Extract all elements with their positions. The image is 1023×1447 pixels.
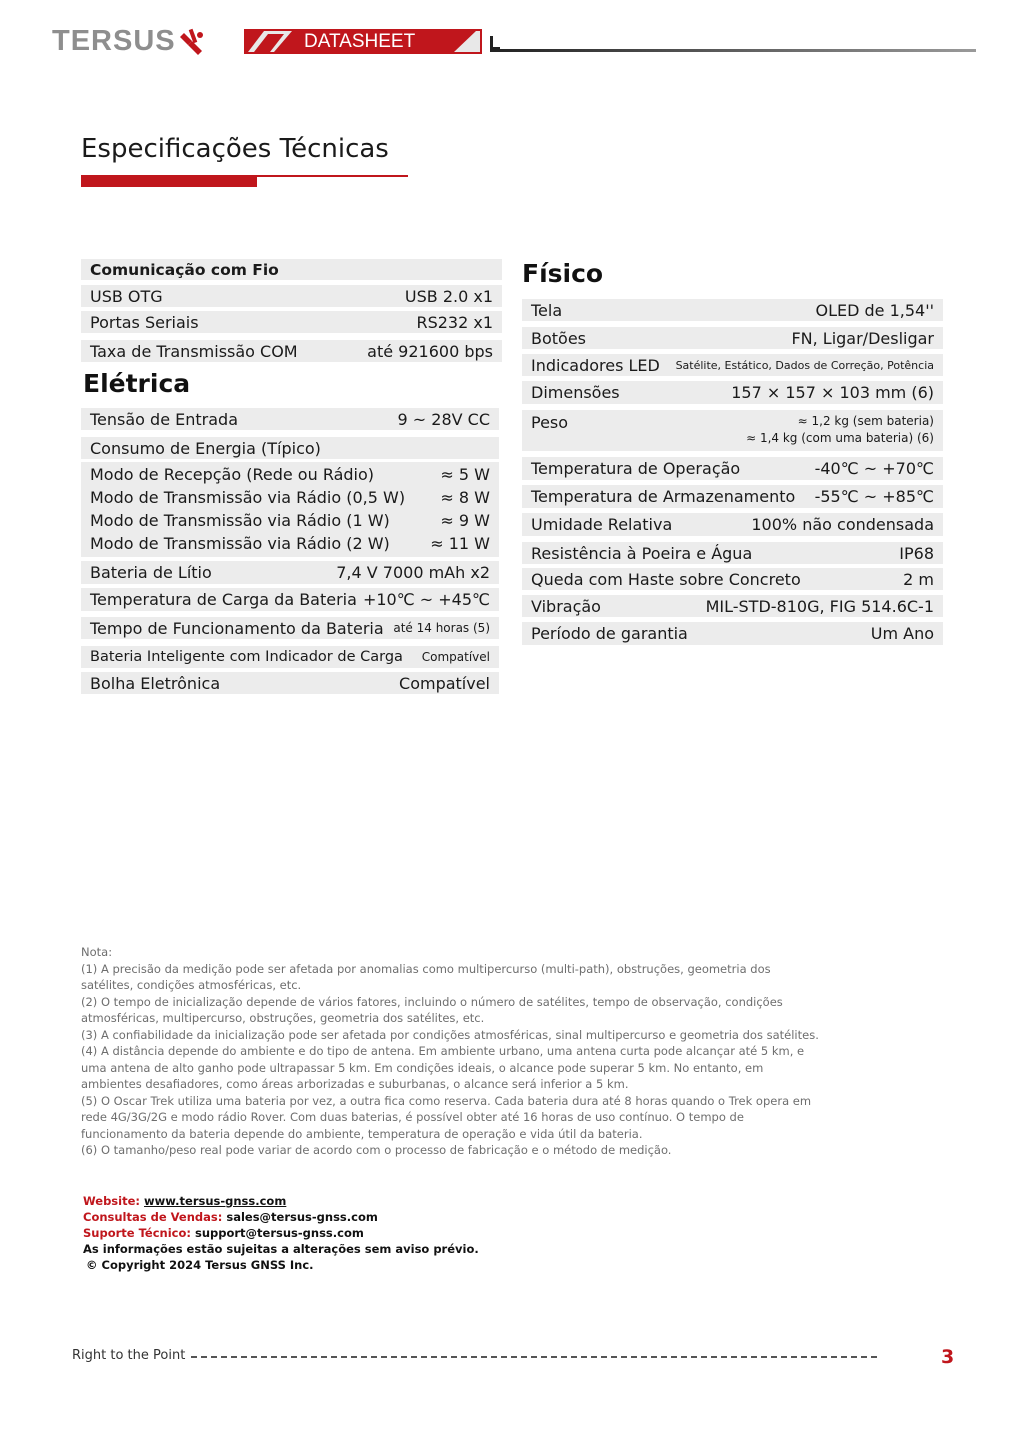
- spec-label: Temperatura de Armazenamento: [531, 487, 796, 506]
- spec-row-dimensions: [522, 381, 943, 404]
- spec-label: USB OTG: [90, 286, 163, 306]
- consumption-modes: [81, 462, 499, 557]
- mode-row: [90, 463, 490, 486]
- spec-label: Peso: [531, 413, 569, 432]
- contact-website: [83, 1193, 479, 1209]
- spec-label: Modo de Recepção (Rede ou Rádio): [90, 465, 375, 484]
- spec-label: Período de garantia: [531, 624, 688, 643]
- wired-heading: Comunicação com Fio: [90, 260, 279, 279]
- spec-value: RS232 x1: [416, 312, 493, 332]
- spec-label: Modo de Transmissão via Rádio (1 W): [90, 511, 390, 530]
- brand-logo: [52, 26, 206, 56]
- spec-row-serial: [81, 311, 502, 333]
- banner-label: DATASHEET: [304, 31, 416, 52]
- footer-rule: [191, 1356, 877, 1358]
- spec-label: Temperatura de Operação: [531, 459, 741, 478]
- spec-value: ≈ 11 W: [430, 534, 490, 553]
- section-title-electrical: Elétrica: [83, 369, 191, 398]
- disclaimer: As informações estão sujeitas a alterações sem aviso prévio.: [83, 1242, 479, 1256]
- spec-label: Bolha Eletrônica: [90, 673, 221, 693]
- spec-value: ≈ 8 W: [440, 488, 490, 507]
- website-link[interactable]: www.tersus-gnss.com: [144, 1194, 287, 1208]
- spec-value: até 921600 bps: [367, 341, 493, 361]
- spec-row-leds: [522, 354, 943, 376]
- section-title-physical: Físico: [522, 259, 604, 288]
- notes-title: Nota:: [81, 945, 113, 959]
- copyright: © Copyright 2024 Tersus GNSS Inc.: [86, 1258, 314, 1272]
- footnotes: [81, 944, 821, 1159]
- spec-value: Satélite, Estático, Dados de Correção, Potência: [675, 358, 934, 372]
- note-item: (5) O Oscar Trek utiliza uma bateria por vez, a outra fica como reserva. Cada bateria dura até 8 horas quando o Trek opera em rede 4G/3G/2G e modo rádio Rover. Com duas baterias, é possível obter até 16 horas de uso contínuo. O tempo de funcionamento da bateria depende do ambiente, temperatura de operação e vida útil da bateria.: [81, 1093, 812, 1141]
- spec-value: Compatível: [421, 650, 490, 664]
- contact-block: [83, 1193, 479, 1273]
- spec-row-baud: [81, 340, 502, 362]
- mode-row: [90, 509, 490, 532]
- weight-values: [531, 413, 934, 447]
- datasheet-banner: [244, 29, 482, 54]
- sales-email[interactable]: sales@tersus-gnss.com: [226, 1210, 378, 1224]
- spec-label: Portas Seriais: [90, 312, 199, 332]
- spec-row-input-voltage: [81, 408, 499, 430]
- spec-value: ≈ 5 W: [440, 465, 490, 484]
- spec-value: USB 2.0 x1: [404, 286, 493, 306]
- spec-value: até 14 horas (5): [393, 621, 490, 635]
- spec-value: ≈ 1,2 kg (sem bateria): [797, 414, 934, 428]
- spec-value: -40℃ ~ +70℃: [814, 459, 934, 478]
- spec-label: Queda com Haste sobre Concreto: [531, 569, 801, 589]
- spec-label: Resistência à Poeira e Água: [531, 543, 753, 563]
- spec-row-bubble: [81, 672, 499, 694]
- spec-row-smart-battery: [81, 646, 499, 668]
- spec-row-display: [522, 299, 943, 321]
- spec-row-battery: [81, 561, 499, 584]
- spec-row-ingress: [522, 542, 943, 564]
- page-number: 3: [941, 1346, 955, 1368]
- spec-value: +10℃ ~ +45℃: [362, 590, 490, 609]
- spec-row-usb: [81, 285, 502, 307]
- spec-row-weight: [522, 410, 943, 451]
- spec-label: Modo de Transmissão via Rádio (0,5 W): [90, 488, 406, 507]
- footer-tagline: Right to the Point: [72, 1348, 186, 1363]
- support-label: Suporte Técnico:: [83, 1226, 191, 1240]
- title-accent-bar: [81, 177, 257, 187]
- header-corner-mark: [490, 36, 500, 50]
- spec-label: Taxa de Transmissão COM: [90, 341, 298, 361]
- mode-row: [90, 532, 490, 555]
- support-email[interactable]: support@tersus-gnss.com: [194, 1226, 364, 1240]
- note-item: (4) A distância depende do ambiente e do tipo de antena. Em ambiente urbano, uma antena curta pode alcançar até 5 km, e uma antena de alto ganho pode ultrapassar 5 km. Em condições ideais, o alcance pode superar 5 km. No entanto, em ambientes desafiadores, como áreas arborizadas e suburbanas, o alcance será inferior a 5 km.: [81, 1044, 805, 1091]
- spec-value: OLED de 1,54'': [815, 300, 934, 320]
- spec-value: ≈ 1,4 kg (com uma bateria) (6): [746, 431, 934, 445]
- satellite-logo-icon: [180, 27, 206, 55]
- wired-heading-row: [81, 259, 502, 280]
- spec-row-op-temp: [522, 457, 943, 480]
- spec-label: Tela: [531, 300, 563, 320]
- spec-value: 100% não condensada: [751, 515, 934, 534]
- contact-sales: [83, 1209, 479, 1225]
- mode-row: [90, 486, 490, 509]
- spec-label: Botões: [531, 328, 587, 348]
- spec-row-vibration: [522, 595, 943, 617]
- spec-label: Temperatura de Carga da Bateria: [90, 590, 357, 609]
- spec-label: Modo de Transmissão via Rádio (2 W): [90, 534, 390, 553]
- spec-label: Indicadores LED: [531, 355, 660, 375]
- header-rule: [490, 49, 976, 52]
- spec-value: Um Ano: [870, 624, 934, 643]
- spec-row-humidity: [522, 513, 943, 536]
- spec-value: MIL-STD-810G, FIG 514.6C-1: [705, 596, 934, 616]
- note-item: (3) A confiabilidade da inicialização pode ser afetada por condições atmosféricas, sinal multipercurso e geometria dos satélites.: [81, 1027, 819, 1042]
- spec-value: 7,4 V 7000 mAh x2: [336, 563, 490, 582]
- spec-value: -55℃ ~ +85℃: [814, 487, 934, 506]
- spec-value: FN, Ligar/Desligar: [791, 328, 934, 348]
- spec-label: Tensão de Entrada: [90, 409, 239, 429]
- spec-value: 9 ~ 28V CC: [397, 409, 490, 429]
- spec-label: Tempo de Funcionamento da Bateria: [90, 618, 384, 638]
- website-label: Website:: [83, 1194, 140, 1208]
- spec-row-warranty: [522, 622, 943, 645]
- note-item: (6) O tamanho/peso real pode variar de acordo com o processo de fabricação e o método de medição.: [81, 1143, 672, 1157]
- spec-label: Umidade Relativa: [531, 515, 673, 534]
- sales-label: Consultas de Vendas:: [83, 1210, 223, 1224]
- spec-row-runtime: [81, 617, 499, 639]
- spec-label: Bateria Inteligente com Indicador de Carga: [90, 649, 403, 665]
- spec-label: Consumo de Energia (Típico): [90, 438, 321, 458]
- spec-value: 2 m: [903, 569, 934, 589]
- spec-row-buttons: [522, 327, 943, 349]
- spec-value: Compatível: [399, 673, 490, 693]
- spec-row-storage-temp: [522, 485, 943, 508]
- note-item: (1) A precisão da medição pode ser afetada por anomalias como multipercurso (multi-path), obstruções, geometria dos satélites, condições atmosféricas, etc.: [81, 961, 771, 992]
- spec-value: 157 × 157 × 103 mm (6): [731, 383, 934, 402]
- spec-value: ≈ 9 W: [440, 511, 490, 530]
- contact-support: [83, 1225, 479, 1241]
- spec-row-charge-temp: [81, 588, 499, 611]
- page-title: Especificações Técnicas: [81, 134, 389, 164]
- spec-label: Vibração: [531, 596, 601, 616]
- brand-name: TERSUS: [52, 24, 176, 57]
- spec-value: IP68: [899, 543, 934, 563]
- note-item: (2) O tempo de inicialização depende de vários fatores, incluindo o número de satélites, tempo de observação, condições atmosféricas, multipercurso, obstruções, geometria dos satélites, etc.: [81, 994, 783, 1025]
- spec-label: Dimensões: [531, 383, 620, 402]
- spec-label: Bateria de Lítio: [90, 563, 212, 582]
- spec-row-drop: [522, 568, 943, 590]
- spec-row-consumption: [81, 437, 499, 459]
